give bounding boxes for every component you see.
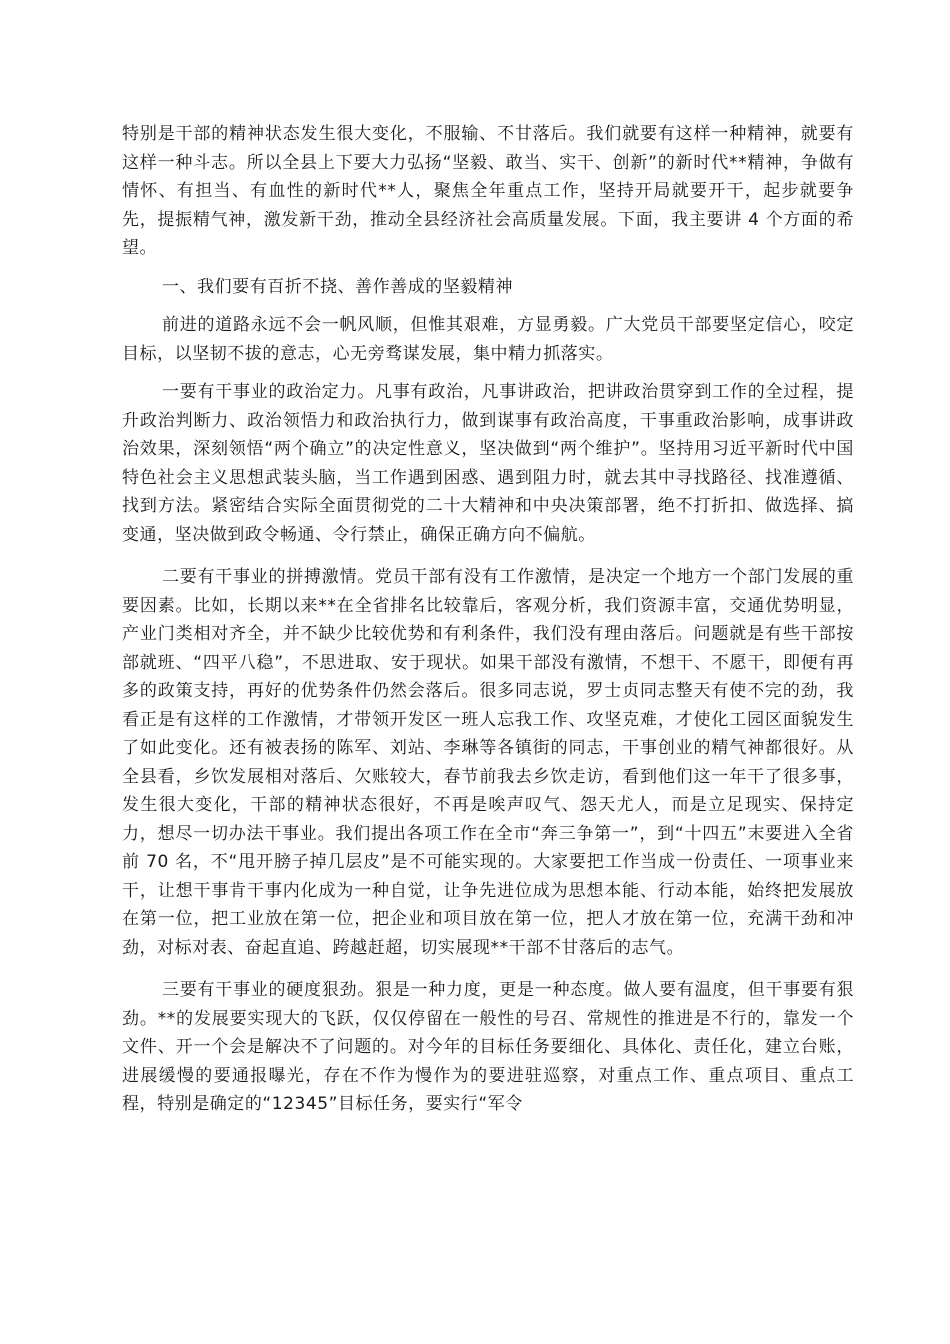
paragraph-point-1: 一要有干事业的政治定力。凡事有政治，凡事讲政治，把讲政治贯穿到工作的全过程，提升政治判断力、政治领悟力和政治执行力，做到谋事有政治高度，干事重政治影响，成事讲政治效果，深刻领悟“两个确立”的决定性意义，坚决做到“两个维护”。坚持用习近平新时代中国特色社会主义思想武装头脑，当工作遇到困惑、遇到阻力时，就去其中寻找路径、找准遵循、找到方法。紧密结合实际全面贯彻党的二十大精神和中央决策部署，绝不打折扣、做选择、搞变通，坚决做到政令畅通、令行禁止，确保正确方向不偏航。 [122, 382, 854, 545]
document-page [122, 120, 854, 1119]
paragraph-section-1-intro: 前进的道路永远不会一帆风顺，但惟其艰难，方显勇毅。广大党员干部要坚定信心，咬定目标，以坚韧不拔的意志，心无旁骛谋发展，集中精力抓落实。 [122, 315, 854, 364]
paragraph-intro-continued: 特别是干部的精神状态发生很大变化，不服输、不甘落后。我们就要有这样一种精神，就要有这样一种斗志。所以全县上下要大力弘扬“坚毅、敢当、实干、创新”的新时代**精神，争做有情怀、有担当、有血性的新时代**人，聚焦全年重点工作，坚持开局就要开干，起步就要争先，提振精气神，激发新干劲，推动全县经济社会高质量发展。下面，我主要讲 4 个方面的希望。 [122, 124, 854, 258]
section-heading-1: 一、我们要有百折不挠、善作善成的坚毅精神 [162, 276, 513, 297]
paragraph-point-2: 二要有干事业的拼搏激情。党员干部有没有工作激情，是决定一个地方一个部门发展的重要因素。比如，长期以来**在全省排名比较靠后，客观分析，我们资源丰富，交通优势明显，产业门类相对齐全，并不缺少比较优势和有利条件，我们没有理由落后。问题就是有些干部按部就班、“四平八稳”，不思进取、安于现状。如果干部没有激情，不想干、不愿干，即便有再多的政策支持，再好的优势条件仍然会落后。很多同志说，罗士贞同志整天有使不完的劲，我看正是有这样的工作激情，才带领开发区一班人忘我工作、攻坚克难，才使化工园区面貌发生了如此变化。还有被表扬的陈军、刘站、李琳等各镇街的同志，干事创业的精气神都很好。从全县看，乡饮发展相对落后、欠账较大，春节前我去乡饮走访，看到他们这一年干了很多事，发生很大变化，干部的精神状态很好，不再是唉声叹气、怨天尤人，而是立足现实、保持定力，想尽一切办法干事业。我们提出各项工作在全市“奔三争第一”，到“十四五”末要进入全省前 70 名，不“甩开膀子掉几层皮”是不可能实现的。大家要把工作当成一份责任、一项事业来干，让想干事肯干事内化成为一种自觉，让争先进位成为思想本能、行动本能，始终把发展放在第一位，把工业放在第一位，把企业和项目放在第一位，把人才放在第一位，充满干劲和冲劲，对标对表、奋起直追、跨越赶超，切实展现**干部不甘落后的志气。 [122, 567, 854, 958]
paragraph-point-3: 三要有干事业的硬度狠劲。狠是一种力度，更是一种态度。做人要有温度，但干事要有狠劲。**的发展要实现大的飞跃，仅仅停留在一般性的号召、常规性的推进是不行的，靠发一个文件、开一个会是解决不了问题的。对今年的目标任务要细化、具体化、责任化，建立台账，进展缓慢的要通报曝光，存在不作为慢作为的要进驻巡察，对重点工作、重点项目、重点工程，特别是确定的“12345”目标任务，要实行“军令 [122, 980, 854, 1114]
